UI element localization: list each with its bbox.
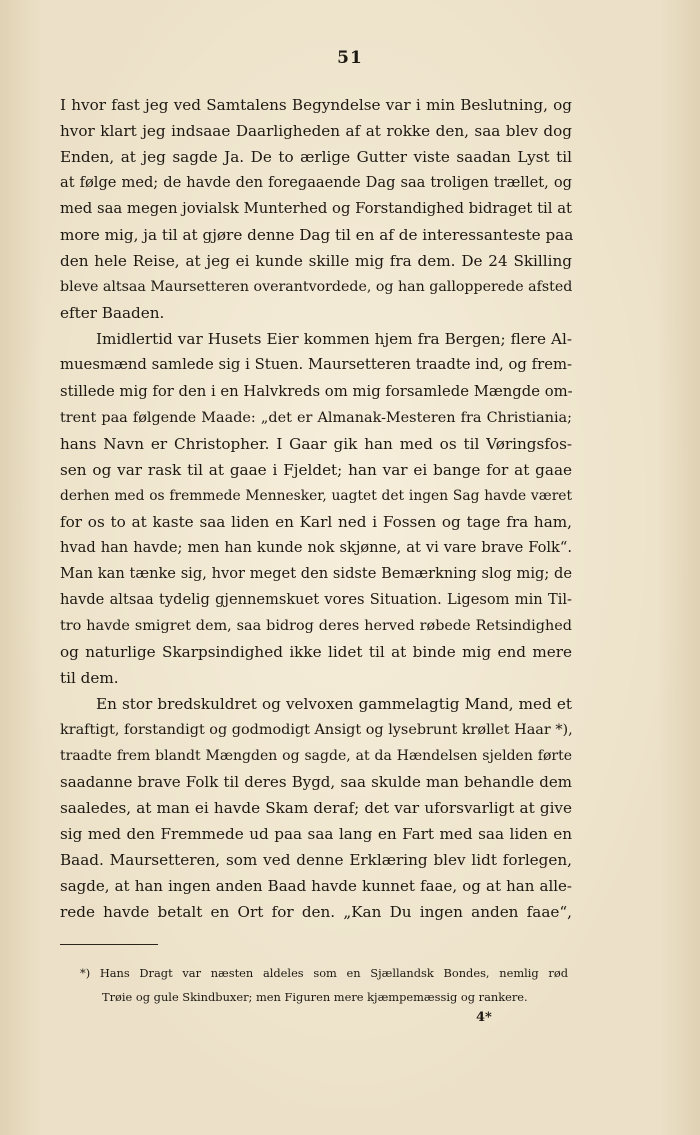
- text-line: hvad han havde; men han kunde nok skjønne, at vi vare brave Folk“.: [60, 538, 572, 556]
- text-line: og naturlige Skarpsindighed ikke lidet til at binde mig end mere: [60, 642, 572, 661]
- footnote: [80, 961, 568, 1009]
- text-line: rede havde betalt en Ort for den. „Kan Du ingen anden faae“,: [60, 903, 572, 922]
- text-line: sig med den Fremmede ud paa saa lang en Fart med saa liden en: [60, 825, 572, 844]
- text-line: saaledes, at man ei havde Skam deraf; det var uforsvarligt at give: [60, 799, 572, 818]
- text-line: tro havde smigret dem, saa bidrog deres herved røbede Retsindighed: [60, 617, 572, 634]
- text-line: traadte frem blandt Mængden og sagde, at da Hændelsen sjelden førte: [60, 748, 572, 765]
- body-text: [60, 92, 572, 926]
- text-line: hans Navn er Christopher. I Gaar gik han med os til Vøringsfos-: [60, 434, 572, 453]
- footnote-line: Trøie og gule Skindbuxer; men Figuren mere kjæmpemæssig og rankere.: [102, 990, 528, 1004]
- text-line: more mig, ja til at gjøre denne Dag til en af de interessanteste paa: [60, 226, 574, 245]
- text-line: muesmænd samlede sig i Stuen. Maursetteren traadte ind, og frem-: [60, 356, 572, 374]
- text-line: Man kan tænke sig, hvor meget den sidste Bemærkning slog mig; de: [60, 564, 572, 582]
- text-line: trent paa følgende Maade: „det er Almanak-Mesteren fra Christiania;: [60, 409, 572, 426]
- text-line: til dem.: [60, 669, 119, 688]
- page-number: 51: [337, 48, 363, 68]
- text-line: derhen med os fremmede Mennesker, uagtet det ingen Sag havde været: [60, 487, 572, 504]
- text-line: at følge med; de havde den foregaaende Dag saa troligen trællet, og: [60, 174, 572, 192]
- footnote-divider: [60, 944, 158, 945]
- signature-mark: 4*: [476, 1010, 492, 1025]
- text-line: med saa megen jovialsk Munterhed og Forstandighed bidraget til at: [60, 200, 572, 218]
- text-line: Baad. Maursetteren, som ved denne Erklæring blev lidt forlegen,: [60, 851, 572, 870]
- text-line: hvor klart jeg indsaae Daarligheden af at rokke den, saa blev dog: [60, 122, 572, 141]
- text-line: saadanne brave Folk til deres Bygd, saa skulde man behandle dem: [60, 773, 572, 792]
- text-line: kraftigt, forstandigt og godmodigt Ansigt og lysebrunt krøllet Haar *),: [60, 722, 573, 739]
- text-line: havde altsaa tydelig gjennemskuet vores Situation. Ligesom min Til-: [60, 590, 572, 608]
- text-line: for os to at kaste saa liden en Karl ned i Fossen og tage fra ham,: [60, 512, 572, 531]
- text-line: En stor bredskuldret og velvoxen gammelagtig Mand, med et: [96, 695, 572, 714]
- text-line: Imidlertid var Husets Eier kommen hjem fra Bergen; flere Al-: [96, 330, 572, 349]
- text-line: I hvor fast jeg ved Samtalens Begyndelse var i min Beslutning, og: [60, 96, 572, 114]
- text-line: stillede mig for den i en Halvkreds om mig forsamlede Mængde om-: [60, 382, 573, 400]
- text-line: Enden, at jeg sagde Ja. De to ærlige Gutter viste saadan Lyst til: [60, 148, 572, 167]
- footnote-line: *) Hans Dragt var næsten aldeles som en Sjællandsk Bondes, nemlig rød: [80, 966, 568, 980]
- text-line: den hele Reise, at jeg ei kunde skille mig fra dem. De 24 Skilling: [60, 252, 572, 271]
- text-line: sagde, at han ingen anden Baad havde kunnet faae, og at han alle-: [60, 877, 572, 896]
- text-line: bleve altsaa Maursetteren overantvordede, og han gallopperede afsted: [60, 279, 573, 296]
- text-line: sen og var rask til at gaae i Fjeldet; han var ei bange for at gaae: [60, 460, 572, 479]
- text-line: efter Baaden.: [60, 304, 165, 323]
